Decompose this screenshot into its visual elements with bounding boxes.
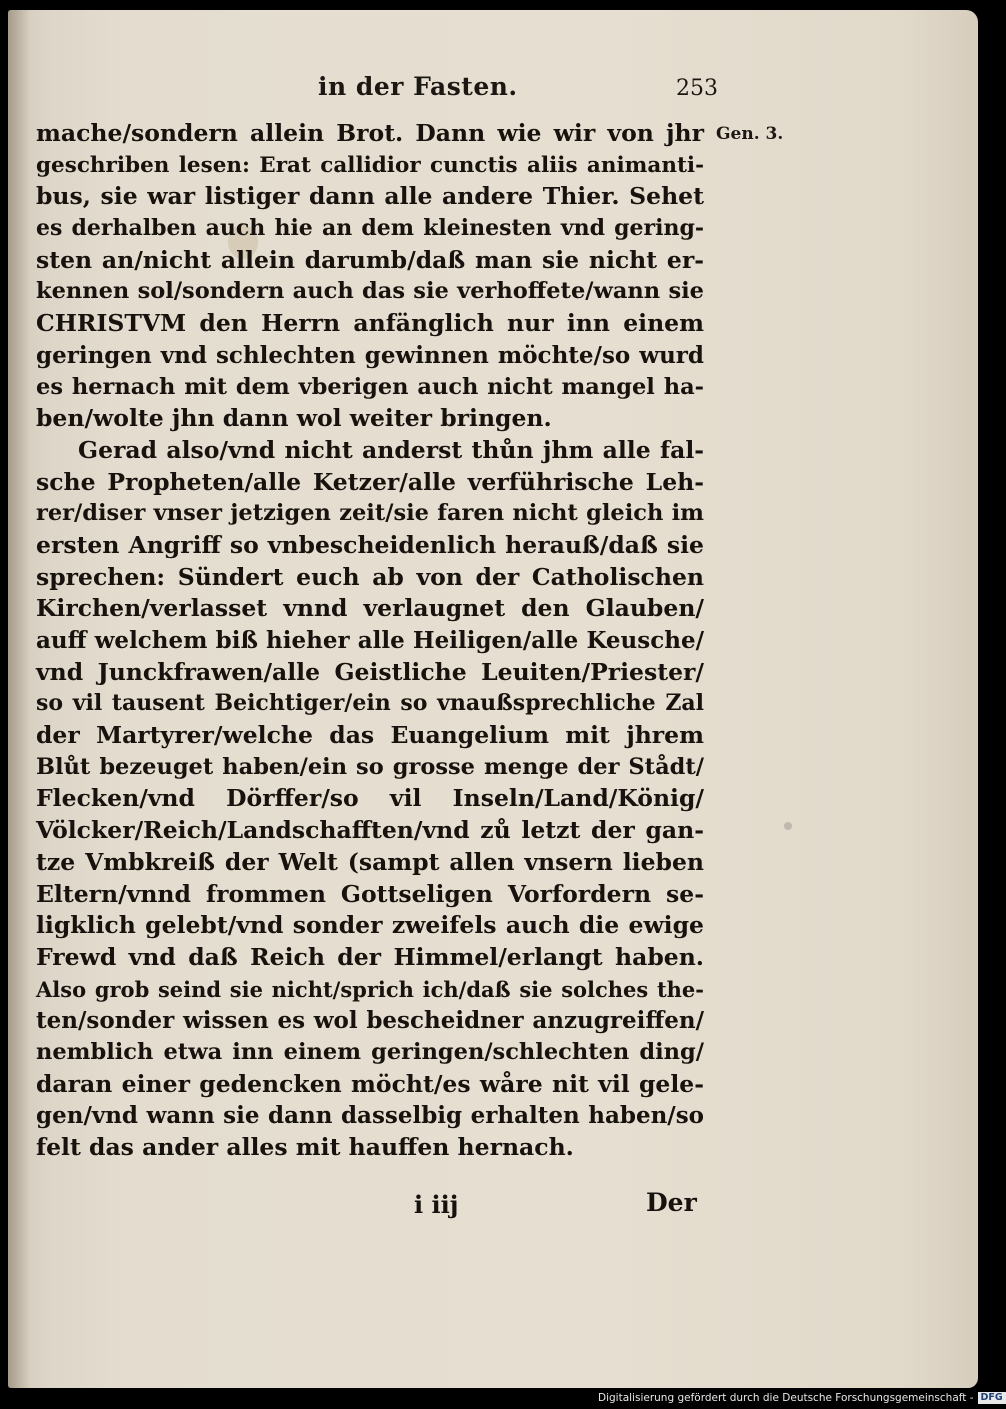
text-line: geschriben lesen: Erat callidior cunctis aliis animanti- (36, 152, 704, 178)
page-header (0, 72, 1000, 112)
text-line: so vil tausent Beichtiger/ein so vnaußsprechliche Zal (36, 690, 704, 717)
text-line: sche Propheten/alle Ketzer/alle verführische Leh- (36, 467, 704, 496)
text-line: Also grob seind sie nicht/sprich ich/daß sie solches the- (36, 976, 704, 1002)
text-line: geringen vnd schlechten gewinnen möchte/so wurd (36, 341, 704, 369)
body-text (36, 118, 704, 1164)
text-line: rer/diser vnser jetzigen zeit/sie faren nicht gleich im (36, 500, 704, 527)
text-line: Gerad also/vnd nicht anderst thůn jhm alle fal- (78, 435, 704, 464)
text-line: nemblich etwa inn einem geringen/schlechten ding/ (36, 1038, 704, 1065)
signature-mark: i iij (414, 1190, 459, 1219)
text-line: ersten Angriff so vnbescheidenlich herauß/daß sie (36, 530, 704, 559)
page-footer (0, 1188, 1000, 1228)
text-line: sten an/nicht allein darumb/daß man sie nicht er- (36, 245, 704, 274)
text-line: CHRISTVM den Herrn anfänglich nur inn einem (36, 309, 704, 338)
text-line: tze Vmbkreiß der Welt (sampt allen vnsern lieben (36, 847, 704, 876)
text-line: mache/sondern allein Brot. Dann wie wir von jhr (36, 119, 704, 147)
text-line: Blůt bezeuget haben/ein so grosse menge der Stådt/ (36, 753, 704, 780)
text-line: auff welchem biß hieher alle Heiligen/alle Keusche/ (36, 627, 704, 654)
text-line: der Martyrer/welche das Euangelium mit jhrem (36, 721, 704, 750)
running-head: in der Fasten. (318, 72, 518, 101)
text-line: Eltern/vnnd frommen Gottseligen Vorfordern se- (36, 879, 704, 908)
text-line: felt das ander alles mit hauffen hernach. (36, 1133, 574, 1161)
text-line: es hernach mit dem vberigen auch nicht mangel ha- (36, 373, 704, 400)
page-number: 253 (676, 76, 718, 101)
paper-stain (784, 822, 792, 830)
margin-note: Gen. 3. (716, 124, 784, 144)
text-line: sprechen: Sündert euch ab von der Catholischen (36, 562, 704, 591)
gutter-shadow (8, 10, 30, 1388)
text-line: Flecken/vnd Dörffer/so vil Inseln/Land/König/ (36, 784, 704, 813)
text-line: ben/wolte jhn dann wol weiter bringen. (36, 404, 552, 433)
text-line: kennen sol/sondern auch das sie verhoffete/wann sie (36, 278, 704, 305)
text-line: ten/sonder wissen es wol bescheidner anzugreiffen/ (36, 1007, 704, 1035)
text-line: ligklich gelebt/vnd sonder zweifels auch die ewige (36, 911, 704, 940)
funding-credit (598, 1392, 1006, 1408)
text-line: bus, sie war listiger dann alle andere Thier. Sehet (36, 182, 704, 211)
text-line: es derhalben auch hie an dem kleinesten vnd gering- (36, 215, 704, 242)
text-line: Frewd vnd daß Reich der Himmel/erlangt haben. (36, 942, 704, 971)
text-line: daran einer gedencken möcht/es wåre nit vil gele- (36, 1069, 704, 1098)
text-line: Völcker/Reich/Landschafften/vnd zů letzt der gan- (36, 816, 704, 845)
text-line: Kirchen/verlasset vnnd verlaugnet den Glauben/ (36, 594, 704, 623)
credit-text: Digitalisierung gefördert durch die Deutsche Forschungsgemeinschaft - (598, 1392, 974, 1404)
dfg-logo: DFG (978, 1392, 1006, 1404)
text-line: gen/vnd wann sie dann dasselbig erhalten haben/so (36, 1102, 704, 1130)
text-line: vnd Junckfrawen/alle Geistliche Leuiten/Priester/ (36, 657, 704, 686)
catchword: Der (646, 1188, 697, 1217)
